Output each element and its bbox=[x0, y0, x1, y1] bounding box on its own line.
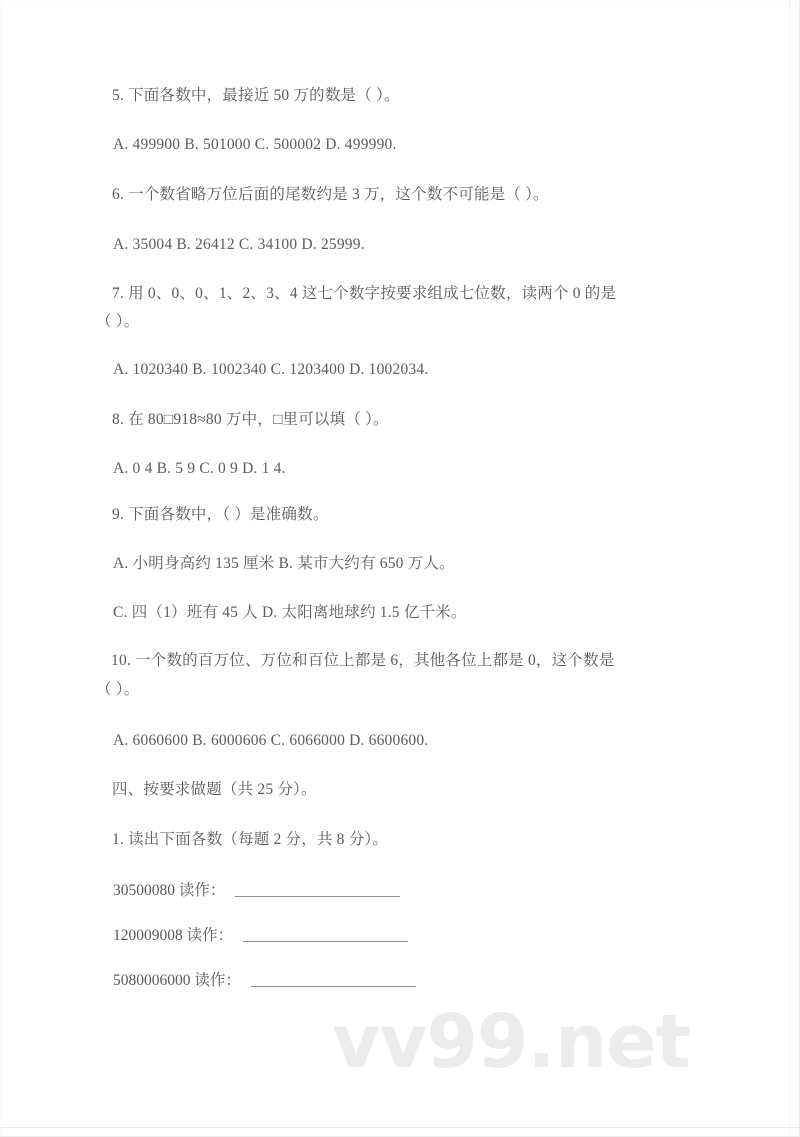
fill-row-answer-blank[interactable] bbox=[251, 972, 416, 987]
section-heading-4: 四、按要求做题（共 25 分）。 bbox=[112, 781, 317, 798]
question-8-stem: 8. 在 80□918≈80 万中，□里可以填（ ）。 bbox=[112, 411, 389, 428]
question-7-stem-continuation: （ ）。 bbox=[96, 313, 140, 330]
question-7-stem: 7. 用 0、0、0、1、2、3、4 这七个数字按要求组成七位数，读两个 0 的是 bbox=[112, 285, 617, 302]
fill-row-answer-blank[interactable] bbox=[243, 927, 408, 942]
fill-row-answer-blank[interactable] bbox=[235, 882, 400, 897]
question-10-stem: 10. 一个数的百万位、万位和百位上都是 6，其他各位上都是 0，这个数是 bbox=[111, 652, 615, 669]
question-10-stem-continuation: （ ）。 bbox=[96, 681, 140, 698]
fill-row-label: 读作： bbox=[186, 927, 234, 944]
question-5-options: A. 499900 B. 501000 C. 500002 D. 499990. bbox=[113, 136, 397, 153]
scan-edge-right bbox=[789, 0, 790, 1137]
fill-row-label: 读作： bbox=[194, 972, 241, 989]
question-9-options-cd: C. 四（1）班有 45 人 D. 太阳离地球约 1.5 亿千米。 bbox=[113, 604, 467, 621]
fill-row-label: 读作： bbox=[178, 882, 226, 899]
fill-row bbox=[113, 925, 408, 947]
question-9-stem: 9. 下面各数中，（ ）是准确数。 bbox=[112, 506, 329, 523]
question-9-options-ab: A. 小明身高约 135 厘米 B. 某市大约有 650 万人。 bbox=[113, 555, 455, 572]
question-8-options: A. 0 4 B. 5 9 C. 0 9 D. 1 4. bbox=[113, 460, 286, 477]
question-7-options: A. 1020340 B. 1002340 C. 1203400 D. 1002034. bbox=[113, 361, 429, 378]
fill-row bbox=[113, 880, 400, 902]
question-6-stem: 6. 一个数省略万位后面的尾数约是 3 万，这个数不可能是（ ）。 bbox=[112, 186, 549, 203]
scan-edge-left bbox=[0, 0, 2, 1137]
fill-row-number: 30500080 bbox=[113, 882, 175, 899]
question-5-stem: 5. 下面各数中，最接近 50 万的数是（ ）。 bbox=[112, 87, 400, 104]
question-6-options: A. 35004 B. 26412 C. 34100 D. 25999. bbox=[113, 236, 365, 253]
section-4-item-1: 1. 读出下面各数（每题 2 分，共 8 分）。 bbox=[112, 831, 389, 848]
watermark: vv99.net bbox=[332, 999, 690, 1085]
fill-row bbox=[113, 970, 416, 992]
scan-edge-top bbox=[0, 0, 800, 2]
fill-row-number: 120009008 bbox=[113, 927, 183, 944]
fill-row-number: 5080006000 bbox=[113, 972, 191, 989]
scan-edge-bottom bbox=[0, 1127, 800, 1128]
question-10-options: A. 6060600 B. 6000606 C. 6066000 D. 6600600. bbox=[113, 732, 429, 749]
